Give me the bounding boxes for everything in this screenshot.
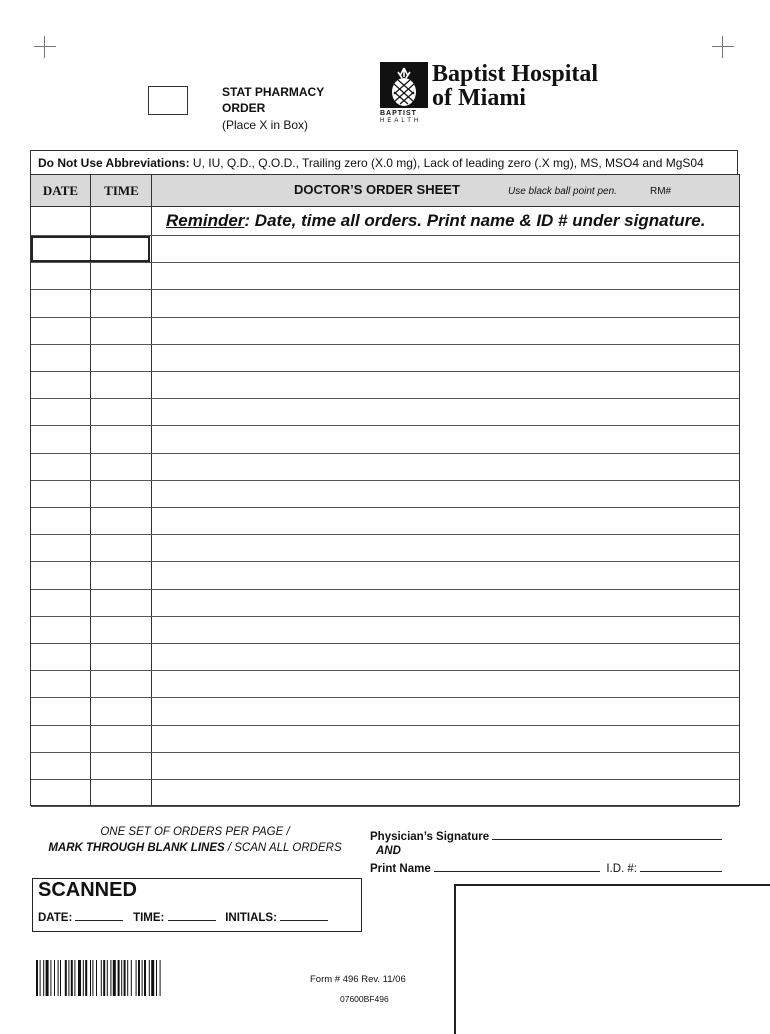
brand-sub2: HEALTH (380, 118, 422, 124)
order-row-line (31, 779, 739, 780)
brand-line1: Baptist Hospital (432, 61, 599, 87)
barcode-bar (131, 960, 132, 996)
barcode-bar (151, 960, 154, 996)
barcode-bar (96, 960, 97, 996)
barcode-bar (103, 960, 105, 996)
reminder-text (166, 211, 705, 231)
physician-signature-field[interactable] (370, 829, 722, 843)
barcode-bar (71, 960, 73, 996)
order-row-line (31, 725, 739, 726)
reminder-body: : Date, time all orders. Print name & ID # under signature. (244, 211, 706, 230)
barcode-bar (78, 960, 81, 996)
barcode-icon (36, 960, 204, 996)
barcode-bar (142, 960, 143, 996)
stat-instruction: (Place X in Box) (222, 118, 309, 132)
order-row-line (31, 697, 739, 698)
abbreviations-bar (30, 150, 738, 174)
id-line[interactable] (640, 861, 722, 872)
footer-instruction-rest: / SCAN ALL ORDERS (224, 842, 342, 854)
scanned-initials-line[interactable] (280, 910, 328, 921)
scanned-date-line[interactable] (75, 910, 123, 921)
registration-mark-left (34, 36, 56, 58)
barcode-bar (160, 960, 161, 996)
signature-line[interactable] (492, 829, 722, 840)
scanned-time-label: TIME: (133, 912, 165, 924)
barcode-bar (92, 960, 93, 996)
order-row-line (31, 806, 739, 807)
signature-label: Physician’s Signature (370, 831, 490, 843)
time-column-header: TIME (104, 183, 139, 198)
stat-title (222, 84, 324, 116)
brand-line2: of Miami (432, 85, 526, 111)
barcode-bar (60, 960, 61, 996)
barcode-bar (65, 960, 67, 996)
print-name-field[interactable] (370, 861, 722, 875)
order-sheet-table (30, 174, 740, 806)
order-row-line (31, 507, 739, 508)
order-row-line (31, 589, 739, 590)
abbreviations-text: U, IU, Q.D., Q.O.D., Trailing zero (X.0 mg), Lack of leading zero (.X mg), MS, MSO4 and MgS04 (189, 156, 704, 170)
barcode-bar (90, 960, 91, 996)
barcode-bar (144, 960, 146, 996)
order-row-line (31, 344, 739, 345)
barcode-bar (36, 960, 38, 996)
form-code: 07600BF496 (340, 994, 389, 1004)
order-row-line (31, 371, 739, 372)
barcode-bar (58, 960, 59, 996)
scanned-title: SCANNED (38, 879, 137, 901)
and-label: AND (376, 845, 401, 857)
brand-name (432, 62, 598, 110)
order-row-line (31, 643, 739, 644)
barcode-bar (149, 960, 150, 996)
pen-note: Use black ball point pen. (508, 186, 617, 197)
order-row-line (31, 480, 739, 481)
label-area-box (454, 884, 770, 1034)
scanned-time-line[interactable] (168, 910, 216, 921)
order-row-line (31, 317, 739, 318)
order-row-line (31, 262, 739, 263)
barcode-bar (40, 960, 41, 996)
id-label: I.D. #: (606, 863, 637, 875)
order-row-line (31, 425, 739, 426)
print-name-line[interactable] (434, 861, 600, 872)
order-row-line (31, 561, 739, 562)
sheet-title: DOCTOR’S ORDER SHEET (294, 182, 460, 197)
barcode-bar (74, 960, 75, 996)
barcode-bar (124, 960, 126, 996)
order-row-line (31, 453, 739, 454)
registration-mark-right (712, 36, 734, 58)
scanned-fields (38, 910, 328, 924)
barcode-bar (113, 960, 116, 996)
stat-checkbox[interactable] (148, 86, 188, 115)
barcode-bar (118, 960, 120, 996)
stat-title-line1: STAT PHARMACY (222, 85, 325, 99)
barcode-bar (83, 960, 84, 996)
brand-sub1: BAPTIST (380, 110, 417, 117)
time-column-divider (151, 175, 152, 805)
barcode-bar (50, 960, 51, 996)
highlighted-entry-cell[interactable] (31, 236, 150, 262)
footer-instruction-bold: MARK THROUGH BLANK LINES (48, 842, 225, 854)
barcode-bar (101, 960, 102, 996)
barcode-bar (54, 960, 55, 996)
order-row-line (31, 289, 739, 290)
barcode-bar (85, 960, 87, 996)
order-row-line (31, 534, 739, 535)
order-row-line (31, 398, 739, 399)
barcode-bar (43, 960, 44, 996)
barcode-bar (110, 960, 111, 996)
stat-title-line2: ORDER (222, 101, 266, 115)
scanned-initials-label: INITIALS: (225, 912, 277, 924)
abbreviations-label: Do Not Use Abbreviations: (38, 156, 190, 170)
barcode-bar (156, 960, 157, 996)
room-number-label: RM# (650, 186, 672, 197)
barcode-bar (138, 960, 140, 996)
reminder-label: Reminder (166, 211, 245, 230)
barcode-bar (68, 960, 69, 996)
order-row-line (31, 616, 739, 617)
form-number: Form # 496 Rev. 11/06 (310, 974, 406, 985)
barcode-bar (136, 960, 137, 996)
date-column-divider (90, 175, 91, 805)
footer-instruction-2 (30, 842, 360, 854)
barcode-bar (107, 960, 108, 996)
barcode-bar (127, 960, 128, 996)
scanned-date-label: DATE: (38, 912, 73, 924)
barcode-bar (46, 960, 49, 996)
order-row-line (31, 670, 739, 671)
barcode-bar (121, 960, 122, 996)
order-row-line (31, 752, 739, 753)
date-column-header: DATE (42, 183, 79, 198)
footer-instruction-1: ONE SET OF ORDERS PER PAGE / (100, 826, 290, 838)
print-name-label: Print Name (370, 863, 431, 875)
